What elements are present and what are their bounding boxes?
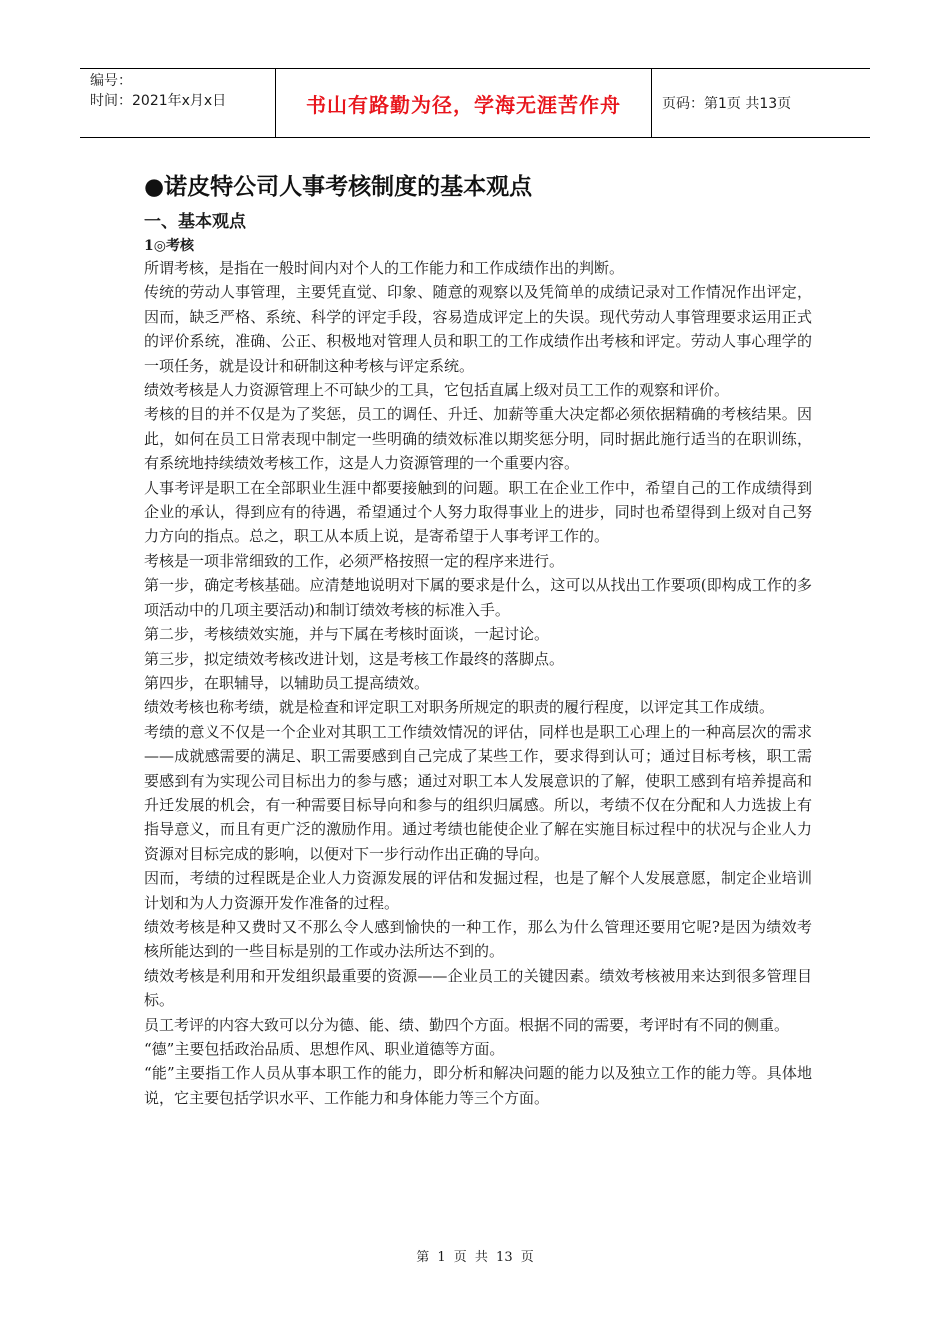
paragraph: 人事考评是职工在全部职业生涯中都要接触到的问题。职工在企业工作中，希望自己的工作成绩得到企业的承认，得到应有的待遇，希望通过个人努力取得事业上的进步，同时也希望得到上级对自己努力方向的指点。总之，职工从本质上说，是寄希望于人事考评工作的。	[144, 478, 812, 546]
paragraph: 第二步，考核绩效实施，并与下属在考核时面谈，一起讨论。	[144, 625, 550, 644]
page-info: 页码：第1页 共13页	[662, 96, 792, 112]
paragraph: 第一步，确定考核基础。应清楚地说明对下属的要求是什么，这可以从找出工作要项(即构成工作的多项活动中的几项主要活动)和制订绩效考核的标准入手。	[144, 576, 812, 619]
footer-page-number: 第 1 页 共 13 页	[416, 1250, 534, 1265]
paragraph: 考核的目的并不仅是为了奖惩，员工的调任、升迁、加薪等重大决定都必须依据精确的考核结果。因此，如何在员工日常表现中制定一些明确的绩效标准以期奖惩分明，同时据此施行适当的在职训练，有系统地持续绩效考核工作，这是人力资源管理的一个重要内容。	[144, 405, 812, 473]
paragraph: “能”主要指工作人员从事本职工作的能力，即分析和解决问题的能力以及独立工作的能力等。具体地说，它主要包括学识水平、工作能力和身体能力等三个方面。	[144, 1064, 812, 1107]
header-motto-cell	[276, 69, 652, 137]
paragraph: 绩效考核是利用和开发组织最重要的资源——企业员工的关键因素。绩效考核被用来达到很多管理目标。	[144, 966, 812, 1010]
section-heading: 一、基本观点	[144, 212, 246, 232]
paragraph: 第四步，在职辅导，以辅助员工提高绩效。	[144, 673, 430, 692]
paragraph: 因而，考绩的过程既是企业人力资源发展的评估和发掘过程，也是了解个人发展意愿，制定企业培训计划和为人力资源开发作准备的过程。	[144, 869, 812, 912]
page-footer	[0, 1246, 950, 1265]
paragraph: 绩效考核是人力资源管理上不可缺少的工具，它包括直属上级对员工工作的观察和评价。	[144, 381, 730, 400]
paragraph: “德”主要包括政治品质、思想作风、职业道德等方面。	[144, 1040, 505, 1058]
document-title: ●诺皮特公司人事考核制度的基本观点	[144, 174, 533, 200]
header-page-cell	[652, 69, 870, 137]
sub-heading: 1◎考核	[144, 238, 194, 254]
paragraph: 绩效考核是种又费时又不那么令人感到愉快的一种工作，那么为什么管理还要用它呢?是因为绩效考核所能达到的一些目标是别的工作或办法所达不到的。	[144, 917, 812, 961]
document-body	[144, 172, 812, 1110]
time-label: 时间：2021年x月x日	[90, 93, 227, 109]
header-meta	[80, 69, 276, 137]
paragraph: 考核是一项非常细致的工作，必须严格按照一定的程序来进行。	[144, 551, 565, 570]
paragraph: 绩效考核也称考绩，就是检查和评定职工对职务所规定的职责的履行程度，以评定其工作成绩。	[144, 698, 775, 717]
page-header	[80, 68, 870, 138]
paragraph: 第三步，拟定绩效考核改进计划，这是考核工作最终的落脚点。	[144, 649, 565, 668]
paragraph: 所谓考核，是指在一般时间内对个人的工作能力和工作成绩作出的判断。	[144, 259, 625, 277]
motto-text: 书山有路勤为径，学海无涯苦作舟	[306, 92, 621, 117]
paragraph: 传统的劳动人事管理，主要凭直觉、印象、随意的观察以及凭简单的成绩记录对工作情况作出评定，因而，缺乏严格、系统、科学的评定手段，容易造成评定上的失误。现代劳动人事管理要求运用正式的评价系统，准确、公正、积极地对管理人员和职工的工作成绩作出考核和评定。劳动人事心理学的一项任务，就是设计和研制这种考核与评定系统。	[144, 283, 812, 375]
paragraph: 员工考评的内容大致可以分为德、能、绩、勤四个方面。根据不同的需要，考评时有不同的侧重。	[144, 1015, 790, 1034]
number-label: 编号：	[90, 73, 132, 89]
paragraph: 考绩的意义不仅是一个企业对其职工工作绩效情况的评估，同样也是职工心理上的一种高层次的需求——成就感需要的满足、职工需要感到自己完成了某些工作，要求得到认可；通过目标考核，职工需要感到有为实现公司目标出力的参与感；通过对职工本人发展意识的了解，使职工感到有培养提高和升迁发展的机会，有一种需要目标导向和参与的组织归属感。所以，考绩不仅在分配和人力选拔上有指导意义，而且有更广泛的激励作用。通过考绩也能使企业了解在实施目标过程中的状况与企业人力资源对目标完成的影响，以便对下一步行动作出正确的导向。	[144, 722, 812, 863]
